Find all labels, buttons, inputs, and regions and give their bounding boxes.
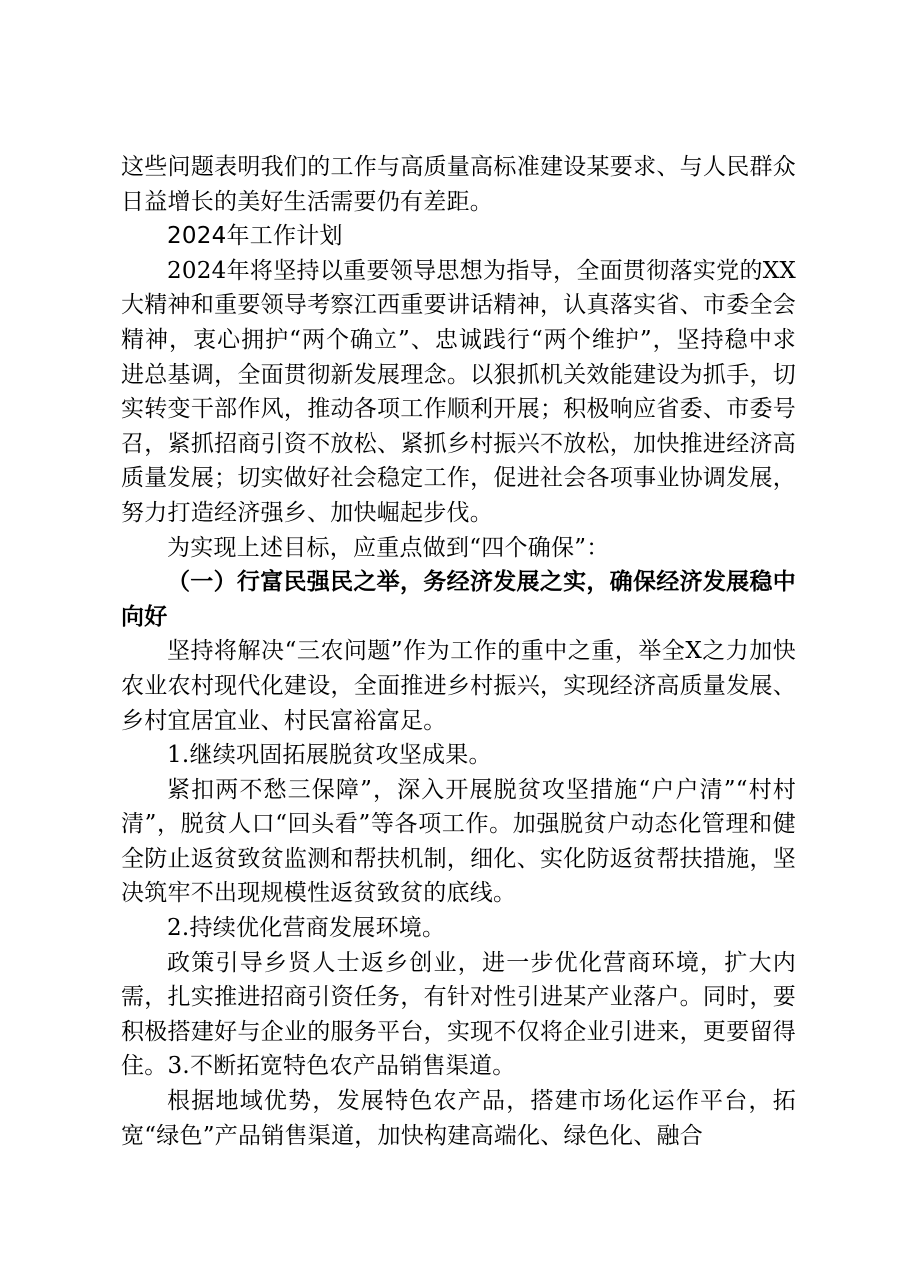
paragraph-item-3-body: 根据地域优势，发展特色农产品，搭建市场化运作平台，拓宽“绿色”产品销售渠道，加快构建高端化、绿色化、融合	[121, 1088, 796, 1149]
paragraph-plan-body: 2024年将坚持以重要领导思想为指导，全面贯彻落实党的XX大精神和重要领导考察江西重要讲话精神，认真落实省、市委全会精神，衷心拥护“两个确立”、忠诚践行“两个维护”，坚持稳中求进总基调，全面贯彻新发展理念。以狠抓机关效能建设为抓手，切实转变干部作风，推动各项工作顺利开展；积极响应省委、市委号召，紧抓招商引资不放松、紧抓乡村振兴不放松，加快推进经济高质量发展；切实做好社会稳定工作，促进社会各项事业协调发展，努力打造经济强乡、加快崛起步伐。	[121, 257, 796, 526]
paragraph-four-ensure: 为实现上述目标，应重点做到“四个确保”：	[167, 534, 610, 561]
document-body	[121, 150, 796, 1153]
plan-heading: 2024年工作计划	[167, 223, 343, 250]
section-heading-1: （一）行富民强民之举，务经济发展之实，确保经济发展稳中向好	[121, 568, 796, 630]
paragraph-item-2-body: 政策引导乡贤人士返乡创业，进一步优化营商环境，扩大内需，扎实推进招商引资任务，有针对性引进某产业落户。同时，要积极搭建好与企业的服务平台，实现不仅将企业引进来，更要留得住。3.不断拓宽特色农产品销售渠道。	[121, 949, 796, 1080]
paragraph-three-rural: 坚持将解决“三农问题”作为工作的重中之重，举全X之力加快农业农村现代化建设，全面推进乡村振兴，实现经济高质量发展、乡村宜居宜业、村民富裕富足。	[121, 638, 796, 734]
item-heading-2: 2.持续优化营商发展环境。	[167, 915, 446, 942]
item-heading-1: 1.继续巩固拓展脱贫攻坚成果。	[167, 742, 492, 769]
paragraph-item-1-body: 紧扣两不愁三保障”，深入开展脱贫攻坚措施“户户清”“村村清”，脱贫人口“回头看”等各项工作。加强脱贫户动态化管理和健全防止返贫致贫监测和帮扶机制，细化、实化防返贫帮扶措施，坚决筑牢不出现规模性返贫致贫的底线。	[121, 776, 796, 907]
paragraph-intro-tail: 这些问题表明我们的工作与高质量高标准建设某要求、与人民群众日益增长的美好生活需要仍有差距。	[121, 154, 796, 215]
